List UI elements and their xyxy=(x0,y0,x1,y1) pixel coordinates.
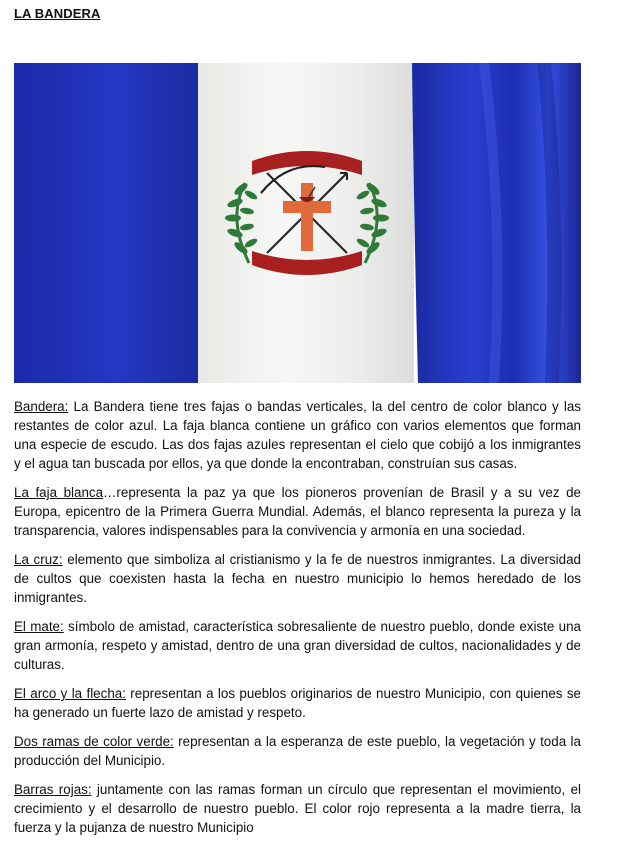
paragraph-body: …representa la paz ya que los pioneros provenían de Brasil y a su vez de Europa, epicentro de la Primera Guerra Mundial. Además, el blanco representa la pureza y la transparencia, valores indispensables para la convivencia y armonía en una sociedad. xyxy=(14,485,581,538)
term-label: Dos ramas de color verde: xyxy=(14,734,174,749)
paragraph-ramas xyxy=(14,732,581,770)
paragraph-body: elemento que simboliza al cristianismo y la fe de nuestros inmigrantes. La diversidad de cultos que coexisten hasta la fecha en nuestro municipio lo hemos heredado de los inmigrantes. xyxy=(14,552,581,605)
paragraph-faja-blanca xyxy=(14,483,581,540)
flag-image xyxy=(14,63,581,383)
description-text xyxy=(14,397,581,847)
paragraph-body: juntamente con las ramas forman un círculo que representan el movimiento, el crecimiento y el desarrollo de nuestro pueblo. El color rojo representa a la madre tierra, la fuerza y la pujanza de nuestro Municipio xyxy=(14,782,582,835)
term-label: La faja blanca xyxy=(14,485,104,500)
paragraph-arco-flecha xyxy=(14,684,581,722)
term-label: El mate: xyxy=(14,619,64,634)
paragraph-barras xyxy=(14,780,581,837)
paragraph-body: símbolo de amistad, característica sobresaliente de nuestro pueblo, donde existe una gran armonía, respeto y amistad, dentro de una gran diversidad de cultos, nacionalidades y de culturas. xyxy=(14,619,582,672)
term-label: El arco y la flecha: xyxy=(14,686,126,701)
term-label: Barras rojas: xyxy=(14,782,92,797)
paragraph-cruz xyxy=(14,550,581,607)
term-label: Bandera: xyxy=(14,399,69,414)
flag-emblem-icon xyxy=(14,63,581,383)
paragraph-bandera xyxy=(14,397,581,473)
page-title: LA BANDERA xyxy=(14,6,101,21)
paragraph-body: La Bandera tiene tres fajas o bandas verticales, la del centro de color blanco y las restantes de color azul. La faja blanca contiene un gráfico con varios elementos que forman una especie de escudo. Las dos fajas azules representan el cielo que cobijó a los inmigrantes y el agua tan buscada por ellos, ya que donde la encontraban, construían sus casas. xyxy=(14,399,581,471)
term-label: La cruz: xyxy=(14,552,63,567)
paragraph-body: representan a los pueblos originarios de nuestro Municipio, con quienes se ha generado un fuerte lazo de amistad y respeto. xyxy=(14,686,581,720)
left-blue-band xyxy=(14,63,200,383)
paragraph-mate xyxy=(14,617,581,674)
paragraph-body: representan a la esperanza de este pueblo, la vegetación y toda la producción del Municipio. xyxy=(14,734,581,768)
